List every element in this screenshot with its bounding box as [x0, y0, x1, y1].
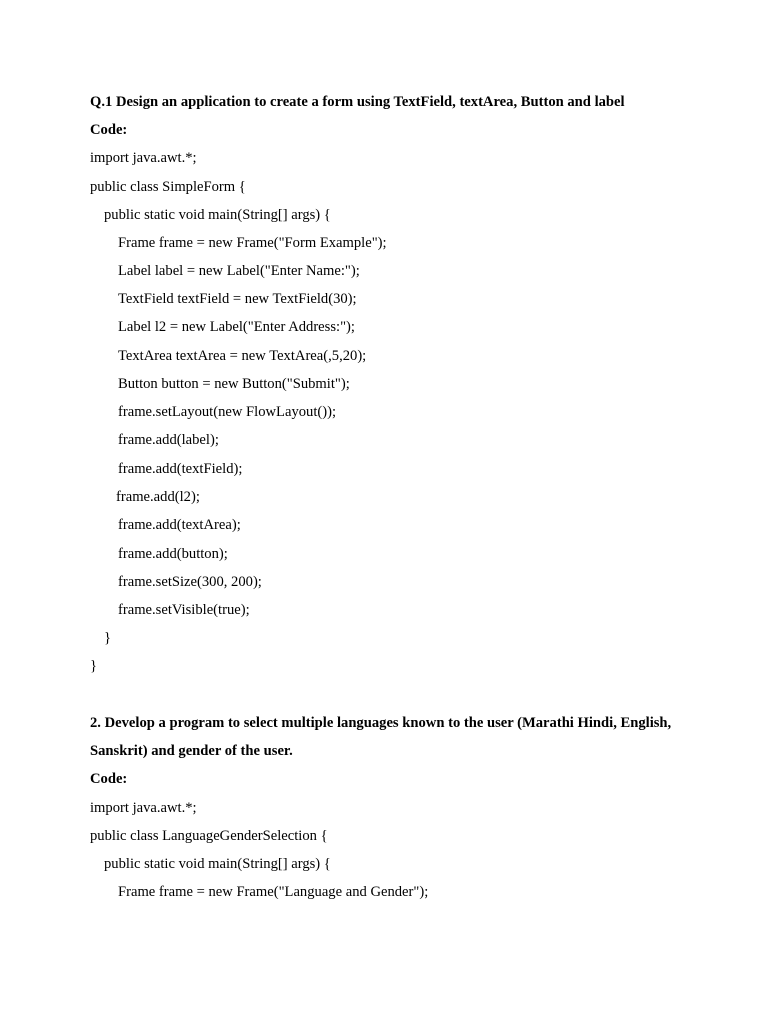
code-line: frame.add(label); [118, 432, 219, 448]
question-2-code-label: Code: [90, 771, 128, 787]
code-line: import java.awt.*; [90, 150, 197, 166]
question-1-code-label: Code: [90, 122, 128, 138]
code-line: import java.awt.*; [90, 800, 197, 816]
code-line: frame.setLayout(new FlowLayout()); [118, 404, 337, 420]
code-line: public class LanguageGenderSelection { [90, 828, 328, 844]
code-line: frame.add(textArea); [118, 517, 241, 533]
code-line: } [90, 658, 98, 674]
code-line: public static void main(String[] args) { [104, 856, 331, 872]
code-line: Label l2 = new Label("Enter Address:"); [118, 319, 355, 335]
question-1-heading: Q.1 Design an application to create a form using TextField, textArea, Button and label [90, 94, 625, 110]
code-line: frame.setSize(300, 200); [118, 574, 262, 590]
question-2-heading-line-2: Sanskrit) and gender of the user. [90, 743, 293, 759]
code-line: frame.setVisible(true); [118, 602, 250, 618]
code-line: Button button = new Button("Submit"); [118, 376, 350, 392]
code-line: TextField textField = new TextField(30); [118, 291, 357, 307]
code-line: frame.add(l2); [116, 489, 200, 505]
code-line: public static void main(String[] args) { [104, 207, 331, 223]
code-line: TextArea textArea = new TextArea(,5,20); [118, 348, 367, 364]
code-line: } [104, 630, 112, 646]
code-line: public class SimpleForm { [90, 179, 246, 195]
code-line: Frame frame = new Frame("Language and Gender"); [118, 884, 429, 900]
code-line: Label label = new Label("Enter Name:"); [118, 263, 360, 279]
code-line: frame.add(textField); [118, 461, 243, 477]
question-2-heading-line-1: 2. Develop a program to select multiple languages known to the user (Marathi Hindi, English, [90, 715, 672, 731]
code-line: Frame frame = new Frame("Form Example"); [118, 235, 387, 251]
code-line: frame.add(button); [118, 546, 228, 562]
